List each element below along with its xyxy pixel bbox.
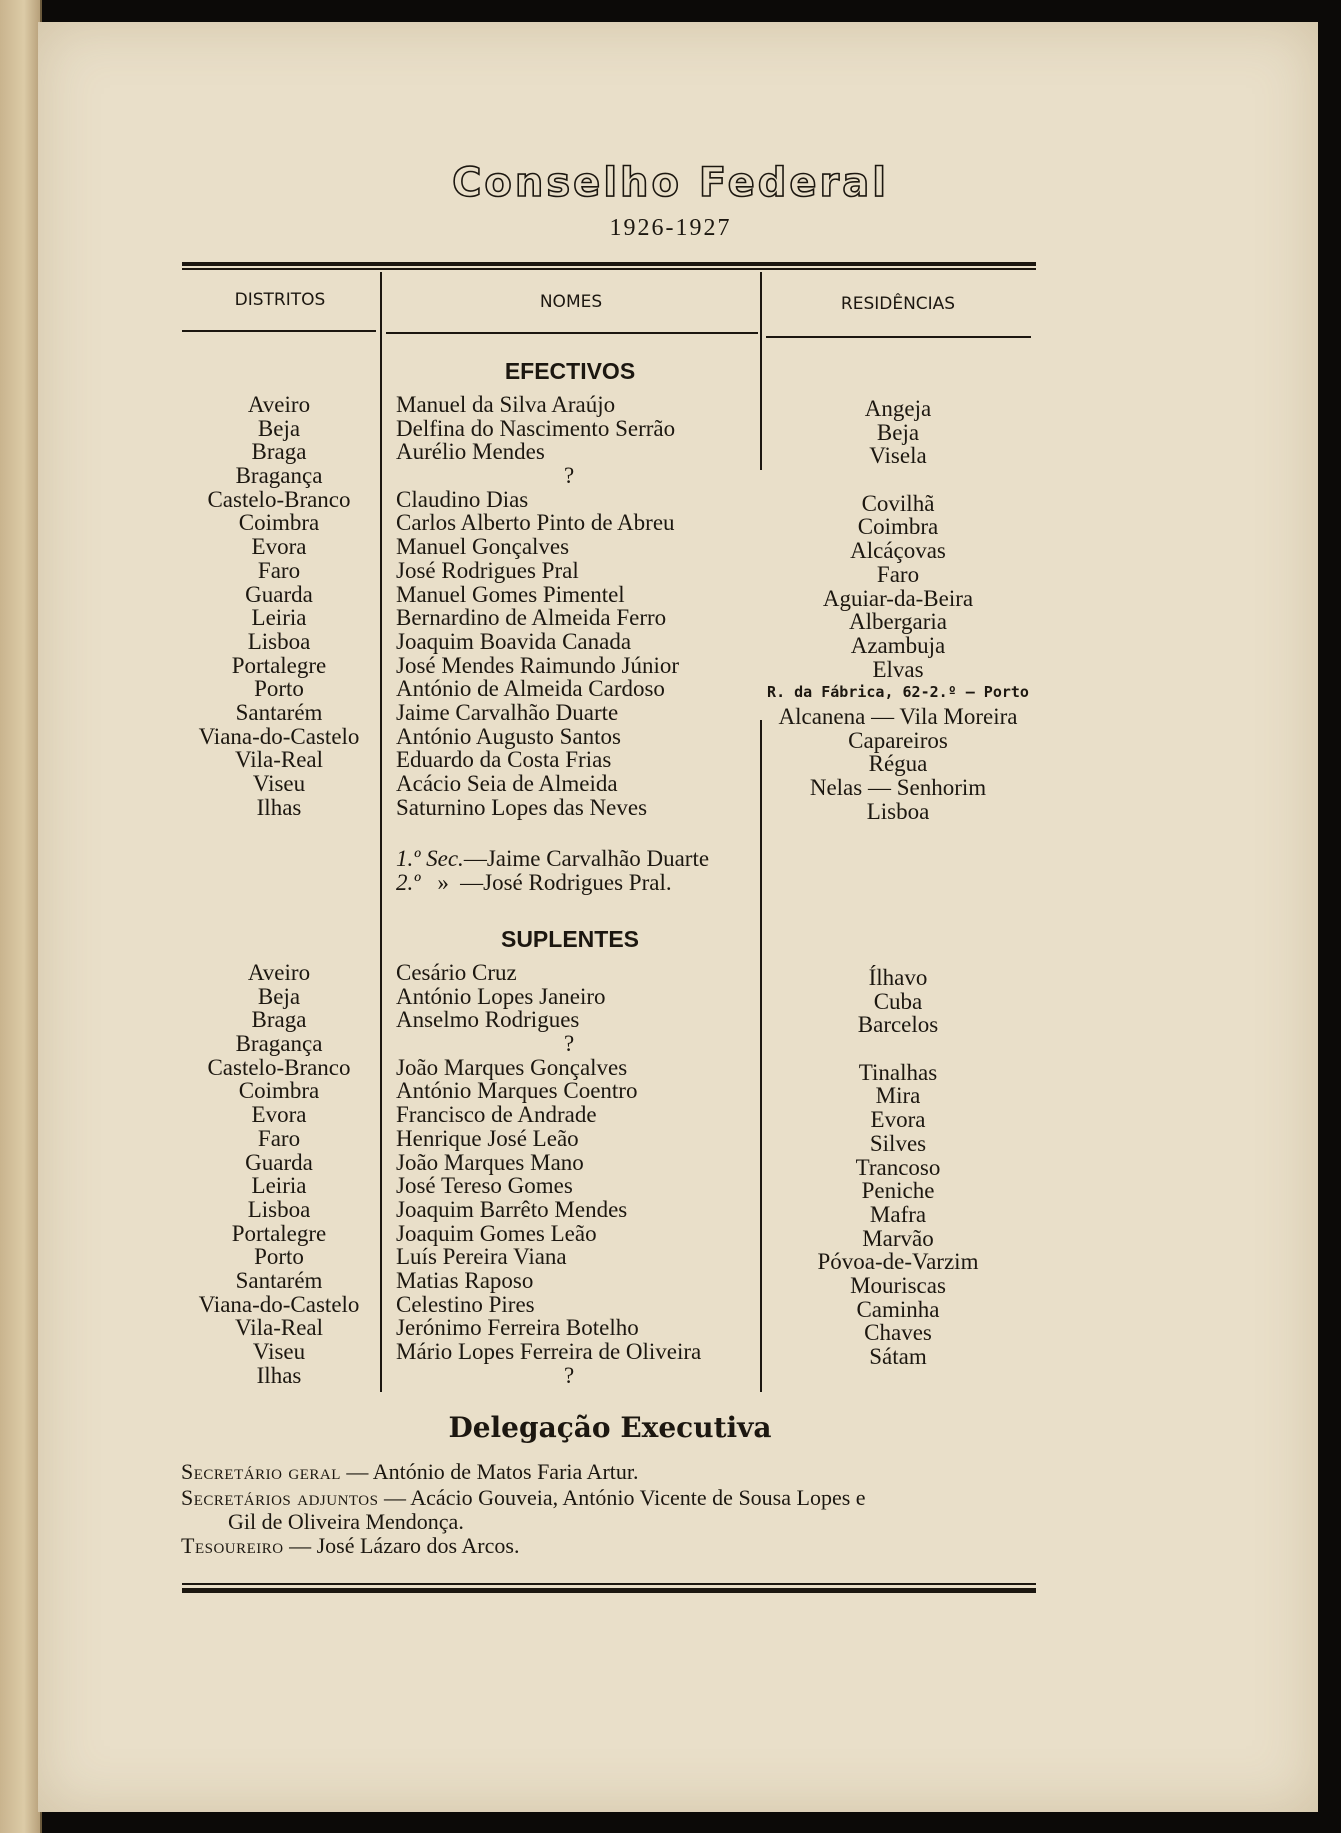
suplentes-distritos-list: [184, 961, 374, 1387]
list-item: Beja: [876, 419, 920, 445]
list-item: Vila-Real: [234, 1315, 324, 1341]
delegacao-title: Delegação Executiva: [448, 1411, 772, 1444]
list-item: ?: [564, 463, 575, 489]
list-item: Faro: [876, 561, 920, 587]
list-item: Azambuja: [850, 632, 946, 658]
suplentes-nomes-list: [396, 961, 758, 1387]
list-item: Braga: [251, 439, 307, 465]
list-item: José Mendes Raimundo Júnior: [396, 652, 680, 678]
list-item: António Marques Coentro: [396, 1078, 638, 1104]
list-item: Delfina do Nascimento Serrão: [396, 415, 676, 441]
header-nomes: NOMES: [539, 292, 603, 312]
list-item: Ilhas: [256, 794, 302, 820]
list-item: Santarém: [235, 699, 323, 725]
secretaries-line-1: [396, 847, 709, 871]
list-item: João Marques Gonçalves: [396, 1054, 628, 1080]
list-item: Mouriscas: [850, 1272, 946, 1298]
list-item: Leiria: [251, 605, 307, 631]
tesoureiro-line: [181, 1534, 1041, 1558]
sec2-label: 2.º: [396, 870, 421, 895]
list-item: Guarda: [245, 1149, 313, 1175]
list-item: Braga: [251, 1007, 307, 1033]
list-item: Acácio Seia de Almeida: [396, 771, 618, 796]
list-item: Celestino Pires: [396, 1291, 535, 1317]
list-item: Coimbra: [857, 514, 939, 540]
list-item: Faro: [257, 557, 301, 583]
page-years: 1926-1927: [609, 215, 732, 241]
list-item: Luís Pereira Viana: [396, 1244, 567, 1270]
list-item: Santarém: [235, 1267, 323, 1293]
header-underline-nomes: [386, 332, 758, 334]
list-item: R. da Fábrica, 62-2.º — Porto: [767, 683, 1029, 702]
list-item: Mário Lopes Ferreira de Oliveira: [396, 1339, 702, 1364]
list-item: Henrique José Leão: [396, 1125, 579, 1151]
list-item: Nelas — Senhorim: [809, 775, 987, 800]
list-item: Leiria: [251, 1173, 307, 1199]
list-item: ?: [564, 1031, 575, 1057]
list-item: Mafra: [869, 1201, 927, 1227]
column-divider-left: [380, 272, 382, 1392]
sec-adjuntos-value: — Acácio Gouveia, António Vicente de Sousa Lopes e: [378, 1485, 866, 1510]
list-item: Porto: [254, 1244, 304, 1270]
list-item: Marvão: [862, 1225, 934, 1251]
list-item: Anselmo Rodrigues: [396, 1007, 580, 1033]
list-item: Albergaria: [849, 609, 947, 635]
list-item: Lisboa: [866, 798, 930, 824]
list-item: Bragança: [235, 1031, 323, 1057]
list-item: Mira: [875, 1083, 921, 1109]
list-item: Viana-do-Castelo: [198, 1291, 360, 1317]
top-rule-thin: [182, 268, 1036, 270]
list-item: Castelo-Branco: [207, 1054, 351, 1080]
sec-adjuntos-continuation: Gil de Oliveira Mendonça.: [228, 1509, 464, 1534]
list-item: [762, 468, 1034, 492]
list-item: Eduardo da Costa Frias: [396, 747, 612, 773]
list-item: Barcelos: [857, 1012, 939, 1038]
list-item: Portalegre: [231, 1220, 327, 1246]
sec2-name: —José Rodrigues Pral.: [460, 870, 672, 895]
list-item: Viana-do-Castelo: [198, 723, 360, 749]
efectivos-heading: EFECTIVOS: [504, 358, 636, 384]
list-item: José Rodrigues Pral: [396, 557, 579, 583]
list-item: Caminha: [856, 1296, 940, 1322]
list-item: Joaquim Gomes Leão: [396, 1220, 597, 1246]
list-item: João Marques Mano: [396, 1149, 584, 1175]
list-item: Ilhas: [256, 1362, 302, 1388]
sec-geral-label: Secretário geral: [181, 1459, 341, 1484]
list-item: Vila-Real: [234, 747, 324, 773]
efectivos-nomes-list: [396, 393, 758, 819]
list-item: Alcáçovas: [850, 538, 946, 564]
list-item: Bragança: [235, 463, 323, 489]
list-item: Beja: [257, 983, 301, 1009]
list-item: Viseu: [252, 771, 306, 796]
header-residencias: RESIDÊNCIAS: [840, 294, 956, 314]
secretaries-line-2: [396, 871, 672, 895]
list-item: Ílhavo: [868, 965, 928, 990]
list-item: Covilhã: [861, 490, 935, 516]
list-item: António Augusto Santos: [396, 723, 621, 749]
list-item: Jerónimo Ferreira Botelho: [396, 1315, 639, 1341]
tesoureiro-value: — José Lázaro dos Arcos.: [283, 1533, 520, 1558]
list-item: Castelo-Branco: [207, 486, 351, 512]
list-item: Jaime Carvalhão Duarte: [396, 699, 619, 725]
list-item: Manuel Gomes Pimentel: [396, 581, 625, 607]
suplentes-residencias-list: [762, 966, 1034, 1392]
list-item: Aurélio Mendes: [396, 439, 545, 465]
list-item: Joaquim Barrêto Mendes: [396, 1196, 628, 1222]
list-item: Beja: [257, 415, 301, 441]
list-item: Elvas: [872, 656, 924, 682]
top-rule: [182, 262, 1036, 266]
header-underline-residencias: [766, 336, 1031, 338]
list-item: Evora: [251, 1102, 307, 1128]
list-item: Matias Raposo: [396, 1267, 534, 1293]
list-item: Aveiro: [247, 392, 311, 417]
page-title: Conselho Federal: [452, 160, 889, 206]
list-item: Cesário Cruz: [396, 960, 517, 985]
list-item: Peniche: [861, 1178, 935, 1204]
list-item: Angeja: [864, 396, 932, 421]
list-item: António de Almeida Cardoso: [396, 676, 665, 702]
list-item: Póvoa-de-Varzim: [817, 1249, 979, 1275]
list-item: Coimbra: [238, 510, 320, 536]
header-distritos: DISTRITOS: [234, 290, 326, 310]
list-item: Guarda: [245, 581, 313, 607]
list-item: Claudino Dias: [396, 486, 529, 512]
list-item: Chaves: [864, 1320, 932, 1346]
list-item: Bernardino de Almeida Ferro: [396, 605, 667, 631]
list-item: Trancoso: [855, 1154, 941, 1180]
list-item: Cuba: [873, 988, 923, 1014]
list-item: José Tereso Gomes: [396, 1173, 573, 1199]
book-spine: [0, 0, 42, 1833]
list-item: Coimbra: [238, 1078, 320, 1104]
list-item: Lisboa: [247, 1196, 311, 1222]
sec-geral-value: — António de Matos Faria Artur.: [340, 1459, 639, 1484]
sec1-label: 1.º Sec.: [396, 846, 464, 871]
bottom-rule-thin: [182, 1583, 1036, 1585]
sec2-ditto-mark: »: [437, 870, 449, 895]
list-item: ?: [564, 1362, 575, 1388]
bottom-rule: [182, 1588, 1036, 1593]
sec-geral-line: [181, 1460, 1041, 1484]
list-item: Régua: [868, 751, 928, 777]
list-item: Carlos Alberto Pinto de Abreu: [396, 510, 675, 536]
list-item: Francisco de Andrade: [396, 1102, 597, 1128]
sec-adjuntos-line: [181, 1486, 1041, 1510]
efectivos-distritos-list: [184, 393, 374, 819]
list-item: Sátam: [869, 1344, 927, 1369]
list-item: Faro: [257, 1125, 301, 1151]
list-item: Manuel da Silva Araújo: [396, 392, 616, 417]
list-item: Aguiar-da-Beira: [822, 585, 974, 611]
list-item: Lisboa: [247, 628, 311, 654]
list-item: Portalegre: [231, 652, 327, 678]
list-item: Tinalhas: [858, 1059, 938, 1085]
sec-adjuntos-label: Secretários adjuntos: [181, 1485, 379, 1510]
list-item: António Lopes Janeiro: [396, 983, 606, 1009]
list-item: Porto: [254, 676, 304, 702]
list-item: Evora: [251, 534, 307, 560]
header-underline-distritos: [182, 330, 376, 332]
list-item: Aveiro: [247, 960, 311, 985]
list-item: Evora: [870, 1107, 926, 1133]
list-item: Alcanena — Vila Moreira: [778, 703, 1018, 729]
efectivos-residencias-list: [762, 397, 1034, 823]
suplentes-heading: SUPLENTES: [500, 926, 640, 952]
list-item: [762, 1037, 1034, 1061]
sec1-name: —Jaime Carvalhão Duarte: [463, 846, 710, 871]
list-item: [762, 1369, 1034, 1393]
tesoureiro-label: Tesoureiro: [181, 1533, 284, 1558]
list-item: Silves: [869, 1130, 927, 1156]
list-item: Manuel Gonçalves: [396, 534, 570, 560]
list-item: Saturnino Lopes das Neves: [396, 794, 648, 820]
list-item: Joaquim Boavida Canada: [396, 628, 632, 654]
list-item: Viseu: [252, 1339, 306, 1364]
list-item: Capareiros: [848, 727, 948, 753]
list-item: Visela: [869, 443, 927, 469]
